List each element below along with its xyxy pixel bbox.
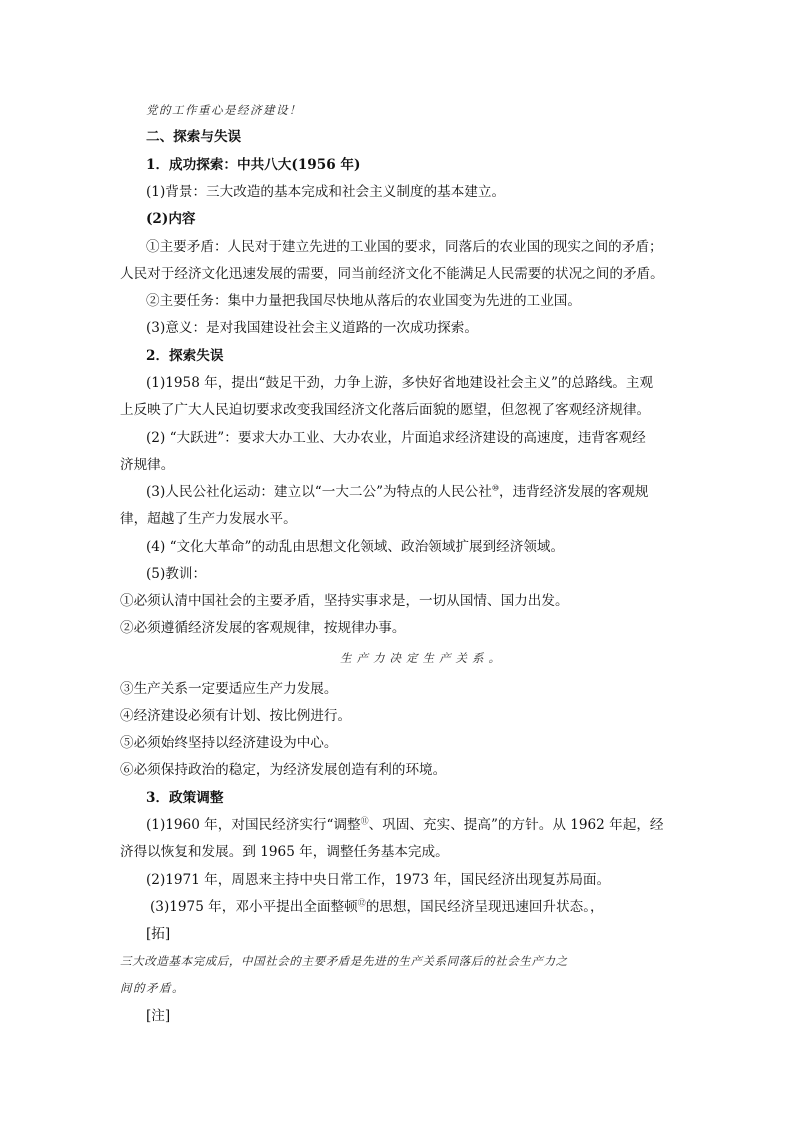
paragraph-line: (1)1958 年，提出“鼓足干劲，力争上游，多快好省地建设社会主义”的总路线。主观 — [146, 375, 654, 391]
text-run: (3)人民公社化运动：建立以“一大二公”为特点的人民公社 — [146, 484, 492, 500]
paragraph-line: 人民对于经济文化迅速发展的需要，同当前经济文化不能满足人民需要的状况之间的矛盾。 — [120, 266, 664, 282]
paragraph-line: ③生产关系一定要适应生产力发展。 — [120, 681, 338, 697]
paragraph-line: ④经济建设必须有计划、按比例进行。 — [120, 708, 352, 724]
handwritten-note: 生产力决定生产关系。 — [340, 651, 505, 665]
text-run: ，违背经济发展的客观规 — [498, 484, 649, 500]
text-run: 、巩固、充实、提高”的方针。从 1962 年起，经 — [368, 817, 664, 833]
paragraph-line: (2) “大跃进”：要求大办工业、大办农业，片面追求经济建设的高速度，违背客观经 — [146, 430, 646, 446]
paragraph-line — [146, 482, 649, 502]
paragraph-line: 律，超越了生产力发展水平。 — [120, 511, 297, 527]
paragraph-line: 上反映了广大人民迫切要求改变我国经济文化落后面貌的愿望，但忽视了客观经济规律。 — [120, 402, 651, 418]
text-run: (1)1960 年，对国民经济实行“调整 — [146, 817, 361, 833]
paragraph-line: ②主要任务：集中力量把我国尽快地从落后的农业国变为先进的工业国。 — [146, 293, 581, 309]
paragraph-line: ①主要矛盾：人民对于建立先进的工业国的要求，同落后的农业国的现实之间的矛盾； — [146, 239, 663, 255]
bracket-label: [拓] — [146, 926, 171, 942]
paragraph-line — [146, 815, 664, 835]
paragraph-line: ②必须遵循经济发展的客观规律，按规律办事。 — [120, 620, 406, 636]
subsection-heading: 3．政策调整 — [146, 790, 224, 806]
handwritten-note: 三大改造基本完成后，中国社会的主要矛盾是先进的生产关系同落后的社会生产力之 — [120, 954, 568, 968]
text-run: (3)1975 年，邓小平提出全面整顿 — [150, 899, 358, 915]
paragraph-line: (3)意义：是对我国建设社会主义道路的一次成功探索。 — [146, 320, 478, 336]
subsection-heading: 2．探索失误 — [146, 348, 224, 364]
handwritten-note: 党的工作重心是经济建设！ — [146, 103, 302, 117]
note-marker: ⑫ — [357, 898, 366, 908]
handwritten-note: 间的矛盾。 — [120, 981, 185, 995]
section-heading: 二、探索与失误 — [146, 129, 242, 145]
bracket-label: [注] — [146, 1008, 171, 1024]
paragraph-line: (4) “文化大革命”的动乱由思想文化领域、政治领域扩展到经济领域。 — [146, 539, 565, 555]
paragraph-line: (2)1971 年，周恩来主持中央日常工作，1973 年，国民经济出现复苏局面。 — [146, 872, 611, 888]
paragraph-line: ⑥必须保持政治的稳定，为经济发展创造有利的环境。 — [120, 762, 447, 778]
paragraph-line: (5)教训： — [146, 566, 207, 582]
paragraph-line: ⑤必须始终坚持以经济建设为中心。 — [120, 735, 338, 751]
note-marker: ⑩ — [491, 483, 499, 493]
paragraph-line: 济规律。 — [120, 457, 175, 473]
text-run: 的思想，国民经济呈现迅速回升状态。， — [365, 899, 604, 915]
paragraph-line: ①必须认清中国社会的主要矛盾，坚持实事求是，一切从国情、国力出发。 — [120, 593, 569, 609]
paragraph-line — [150, 897, 604, 917]
paragraph-line: 济得以恢复和发展。到 1965 年，调整任务基本完成。 — [120, 844, 449, 860]
note-marker: ⑪ — [360, 816, 369, 826]
paragraph-line: (1)背景：三大改造的基本完成和社会主义制度的基本建立。 — [146, 184, 506, 200]
subsection-heading: 1．成功探索：中共八大(1956 年) — [146, 157, 361, 173]
paragraph-line: (2)内容 — [146, 211, 196, 227]
